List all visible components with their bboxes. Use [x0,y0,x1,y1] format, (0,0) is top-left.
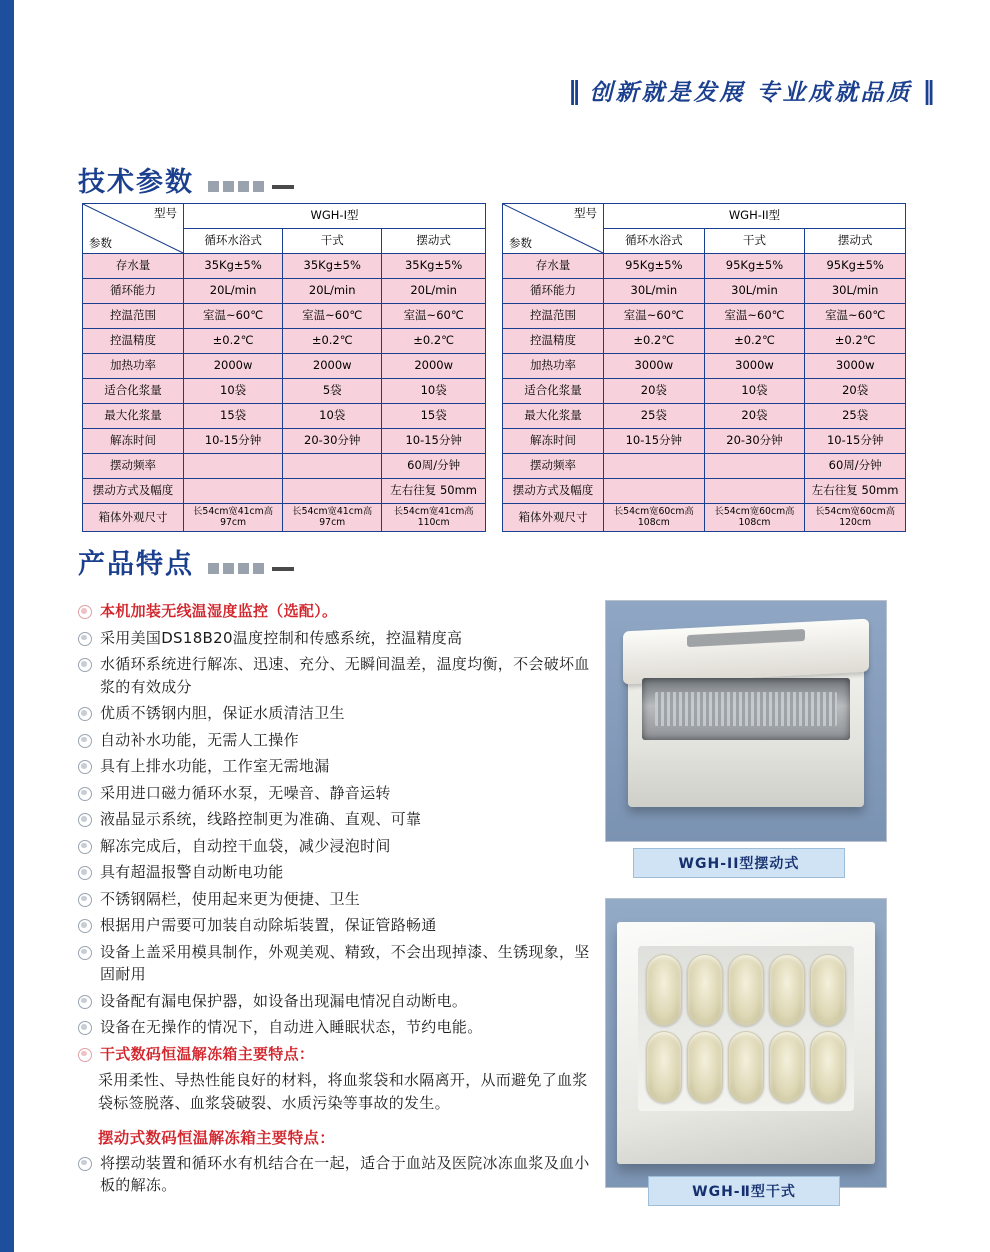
row-value: 左右往复 50mm [805,479,906,504]
table-row [503,254,906,279]
row-value: 20袋 [604,379,705,404]
row-label: 摆动方式及幅度 [503,479,604,504]
list-item-label: 本机加装无线温湿度监控（选配）。 [100,602,338,620]
list-item [78,861,598,884]
row-value: 15袋 [382,404,486,429]
bullet-icon [78,1048,92,1062]
table1-col-1: 干式 [283,229,382,254]
table-row [83,279,486,304]
list-item-label: 根据用户需要可加装自动除垢装置，保证管路畅通 [100,916,437,934]
table2-col-1: 干式 [704,229,805,254]
table1-corner-header [83,204,184,254]
row-value: 10-15分钟 [184,429,283,454]
list-item-label: 采用进口磁力循环水泵，无噪音、静音运转 [100,783,391,802]
table1-col-0: 循环水浴式 [184,229,283,254]
row-label: 控温精度 [83,329,184,354]
list-item-label: 液晶显示系统，线路控制更为准确、直观、可靠 [100,810,422,828]
list-item-label: 水循环系统进行解冻、迅速、充分、无瞬间温差，温度均衡，不会破坏血浆的有效成分 [100,655,590,696]
list-item [78,782,598,805]
swing-type-heading: 摆动式数码恒温解冻箱主要特点： [98,1128,336,1147]
row-value: 30L/min [704,279,805,304]
tech-params-heading [78,160,294,199]
table2-corner-header [503,204,604,254]
row-value: 10袋 [184,379,283,404]
list-item-label: 干式数码恒温解冻箱主要特点： [100,1044,315,1063]
table-row [503,479,906,504]
row-value: 长54cm宽41cm高97cm [283,504,382,532]
row-value: 2000w [382,354,486,379]
row-label: 最大化浆量 [503,404,604,429]
list-item [78,835,598,858]
row-label: 解冻时间 [83,429,184,454]
row-label: 控温范围 [83,304,184,329]
list-item [78,888,598,911]
list-item [78,1152,598,1197]
list-item [78,990,598,1013]
list-item-label: 设备上盖采用模具制作，外观美观、精致，不会出现掉漆、生锈现象，坚固耐用 [100,942,590,983]
row-value [704,454,805,479]
row-label: 摆动频率 [503,454,604,479]
list-item-label: 具有超温报警自动断电功能 [100,863,284,881]
row-value: 35Kg±5% [283,254,382,279]
row-label: 最大化浆量 [83,404,184,429]
list-item [78,627,598,650]
row-value [283,479,382,504]
spec-table-wgh2 [502,203,906,532]
row-value: 95Kg±5% [805,254,906,279]
slogan-bar-left: ‖ [567,76,580,105]
row-value: 室温~60℃ [805,304,906,329]
header-slogan [568,74,934,107]
row-value: 35Kg±5% [382,254,486,279]
row-value [283,454,382,479]
table-row [83,354,486,379]
row-value: 20-30分钟 [704,429,805,454]
product-photo-swing [605,600,887,842]
row-value: 10-15分钟 [382,429,486,454]
row-value: 室温~60℃ [184,304,283,329]
list-item-label: 采用美国DS18B20温度控制和传感系统，控温精度高 [100,628,463,647]
photo-caption-dry: WGH-Ⅱ型干式 [648,1176,840,1206]
product-photo-dry [605,898,887,1188]
features-list [78,600,598,1201]
bullet-icon [78,919,92,933]
row-value: 长54cm宽41cm高97cm [184,504,283,532]
bullet-icon [78,632,92,646]
table-row [83,479,486,504]
list-item-label: 设备在无操作的情况下，自动进入睡眠状态，节约电能。 [100,1018,483,1036]
bullet-icon [78,946,92,960]
table-row [83,404,486,429]
slogan-text: 创新就是发展 专业成就品质 [589,80,913,106]
list-item [78,1016,598,1039]
bullet-icon [78,893,92,907]
row-value: 30L/min [805,279,906,304]
row-value: 长54cm宽60cm高108cm [704,504,805,532]
row-value: 长54cm宽60cm高108cm [604,504,705,532]
row-label: 存水量 [83,254,184,279]
table-row [503,279,906,304]
row-label: 控温范围 [503,304,604,329]
list-item [78,914,598,937]
row-label: 控温精度 [503,329,604,354]
list-item-label: 自动补水功能，无需人工操作 [100,730,299,749]
row-value: ±0.2℃ [805,329,906,354]
product-features-title: 产品特点 [78,549,194,580]
bullet-icon [78,1157,92,1171]
row-label: 解冻时间 [503,429,604,454]
row-value: 左右往复 50mm [382,479,486,504]
bullet-icon [78,734,92,748]
bullet-icon [78,658,92,672]
row-label: 适合化浆量 [503,379,604,404]
row-value: 35Kg±5% [184,254,283,279]
table-row [83,379,486,404]
table2-model-value: WGH-II型 [604,204,906,229]
row-label: 循环能力 [503,279,604,304]
row-value: 25袋 [805,404,906,429]
row-label: 摆动频率 [83,454,184,479]
row-value: 60周/分钟 [382,454,486,479]
bullet-icon [78,787,92,801]
row-value: 20L/min [184,279,283,304]
list-item [78,653,598,698]
row-value: 长54cm宽41cm高110cm [382,504,486,532]
row-label: 加热功率 [83,354,184,379]
list-item [78,600,598,623]
photo-caption-swing: WGH-II型摆动式 [633,848,845,878]
list-item [78,702,598,725]
row-label: 循环能力 [83,279,184,304]
table-row [83,304,486,329]
row-value: 20-30分钟 [283,429,382,454]
row-label: 加热功率 [503,354,604,379]
spec-table-wgh1 [82,203,486,532]
table-row [503,354,906,379]
bullet-icon [78,866,92,880]
row-value [604,479,705,504]
row-value: 15袋 [184,404,283,429]
list-item-label: 设备配有漏电保护器，如设备出现漏电情况自动断电。 [100,991,468,1010]
row-label: 摆动方式及幅度 [83,479,184,504]
table1-param-label: 参数 [89,235,112,250]
table-row [503,329,906,354]
row-value: 95Kg±5% [704,254,805,279]
table-row [503,404,906,429]
list-item-label: 优质不锈钢内胆，保证水质清洁卫生 [100,704,345,722]
bullet-icon [78,1021,92,1035]
list-item [78,1043,598,1066]
row-value [184,479,283,504]
list-item-label: 具有上排水功能，工作室无需地漏 [100,757,330,775]
tech-params-title: 技术参数 [78,167,194,198]
row-label: 箱体外观尺寸 [503,504,604,532]
row-value: 10-15分钟 [805,429,906,454]
table2-model-label: 型号 [574,206,597,220]
row-label: 存水量 [503,254,604,279]
row-value: 室温~60℃ [604,304,705,329]
list-item-label: 解冻完成后，自动控干血袋，减少浸泡时间 [100,836,391,855]
table-row [83,504,486,532]
row-value: ±0.2℃ [382,329,486,354]
row-value [184,454,283,479]
row-value: 60周/分钟 [805,454,906,479]
photo-dry-image [606,899,886,1187]
list-item-label: 将摆动装置和循环水有机结合在一起，适合于血站及医院冰冻血浆及血小板的解冻。 [100,1153,590,1194]
photo-swing-image [606,601,886,841]
table2-col-0: 循环水浴式 [604,229,705,254]
row-value: 室温~60℃ [704,304,805,329]
list-item [78,808,598,831]
row-value: 20袋 [704,404,805,429]
row-value: 10袋 [382,379,486,404]
product-features-heading [78,542,294,581]
bullet-icon [78,840,92,854]
list-item-label: 不锈钢隔栏，使用起来更为便捷、卫生 [100,889,361,908]
row-value: 10袋 [283,404,382,429]
dry-type-description: 采用柔性、导热性能良好的材料，将血浆袋和水隔离开，从而避免了血浆袋标签脱落、血浆袋破裂、水质污染等事故的发生。 [98,1071,588,1113]
row-value: 室温~60℃ [382,304,486,329]
row-label: 箱体外观尺寸 [83,504,184,532]
list-item [78,941,598,986]
row-value: 20L/min [382,279,486,304]
table1-model-value: WGH-I型 [184,204,486,229]
row-value: 10-15分钟 [604,429,705,454]
row-value: 5袋 [283,379,382,404]
row-value: 20袋 [805,379,906,404]
heading-decoration [208,181,294,192]
row-value: ±0.2℃ [283,329,382,354]
row-value: 3000w [604,354,705,379]
left-accent-bar [0,0,14,1252]
row-value: 10袋 [704,379,805,404]
row-value: ±0.2℃ [604,329,705,354]
bullet-icon [78,813,92,827]
table-row [83,429,486,454]
row-value: 3000w [805,354,906,379]
bullet-icon [78,707,92,721]
table1-col-2: 摆动式 [382,229,486,254]
table-row [83,454,486,479]
list-item [78,729,598,752]
row-value: 30L/min [604,279,705,304]
heading-decoration-2 [208,563,294,574]
list-item [78,755,598,778]
row-value [704,479,805,504]
bullet-icon [78,605,92,619]
row-value: 2000w [184,354,283,379]
row-value [604,454,705,479]
row-value: 3000w [704,354,805,379]
table-row [83,254,486,279]
row-value: 长54cm宽60cm高120cm [805,504,906,532]
table2-param-label: 参数 [509,235,532,250]
bullet-icon [78,760,92,774]
row-value: 95Kg±5% [604,254,705,279]
table-row [83,329,486,354]
table1-model-label: 型号 [154,206,177,220]
row-value: 25袋 [604,404,705,429]
table-row [503,504,906,532]
row-value: ±0.2℃ [704,329,805,354]
table-row [503,429,906,454]
row-value: 2000w [283,354,382,379]
table-row [503,304,906,329]
bullet-icon [78,995,92,1009]
row-value: 20L/min [283,279,382,304]
table2-col-2: 摆动式 [805,229,906,254]
slogan-bar-right: ‖ [922,76,934,105]
row-value: ±0.2℃ [184,329,283,354]
table-row [503,454,906,479]
table-row [503,379,906,404]
row-value: 室温~60℃ [283,304,382,329]
row-label: 适合化浆量 [83,379,184,404]
